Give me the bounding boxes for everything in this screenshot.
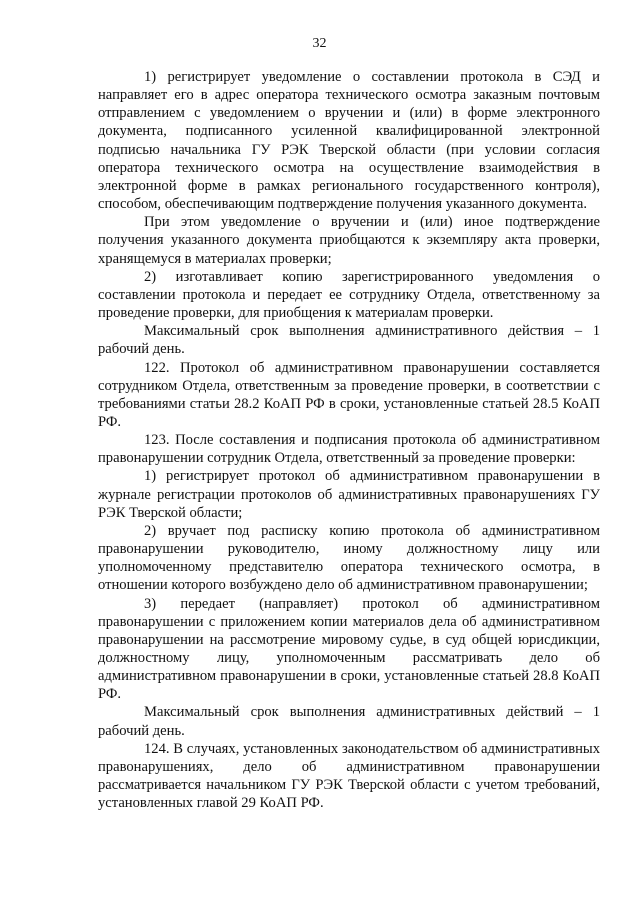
paragraph-122: 122. Протокол об административном правонарушении составляется сотрудником Отдела, ответственным за проведение проверки, в соответствии с требованиями статьи 28.2 КоАП РФ в сроки, установленные статьей 28.5 КоАП РФ. [98,359,600,430]
page-number: 32 [312,36,327,51]
paragraph-1: 1) регистрирует уведомление о составлении протокола в СЭД и направляет его в адрес оператора технического осмотра заказным почтовым отправлением с уведомлением о вручении и (или) в форме электронного документа, подписанного усиленной квалифицированной электронной подписью начальника ГУ РЭК Тверской области (при условии согласия оператора технического осмотра на осуществление взаимодействия в электронной форме в рамках регионального государственного контроля), способом, обеспечивающим подтверждение получения указанного документа. [98,69,600,213]
paragraph-3: 2) изготавливает копию зарегистрированного уведомления о составлении протокола и передает ее сотруднику Отдела, ответственному за проведение проверки, для приобщения к материалам проверки. [98,268,600,322]
paragraph-max-term: Максимальный срок выполнения административных действий – 1 рабочий день. [98,704,600,739]
paragraph-123-item-3: 3) передает (направляет) протокол об административном правонарушении с приложением копии материалов дела об административном правонарушении на рассмотрение мировому судье, в суд общей юрисдикции, должностному лицу, уполномоченным рассматривать дело об административном правонарушении в сроки, установленные статьей 28.8 КоАП РФ. [98,595,600,703]
paragraph-124: 124. В случаях, установленных законодательством об административных правонарушениях, дело об административном правонарушении рассматривается начальником ГУ РЭК Тверской области с учетом требований, установленных главой 29 КоАП РФ. [98,740,600,812]
paragraph-2: При этом уведомление о вручении и (или) иное подтверждение получения указанного документа приобщаются к экземпляру акта проверки, хранящемуся в материалах проверки; [98,214,600,267]
paragraph-123: 123. После составления и подписания протокола об административном правонарушении сотрудник Отдела, ответственный за проведение проверки: [98,432,600,467]
paragraph-123-item-2: 2) вручает под расписку копию протокола об административном правонарушении руководителю, иному должностному лицу или уполномоченному представителю оператора технического осмотра, в отношении которого возбуждено дело об административном правонарушении; [98,522,600,594]
document-body [98,68,600,812]
paragraph-4: Максимальный срок выполнения административного действия – 1 рабочий день. [98,323,600,358]
paragraph-123-item-1: 1) регистрирует протокол об административном правонарушении в журнале регистрации протоколов об административных правонарушениях ГУ РЭК Тверской области; [98,468,600,521]
